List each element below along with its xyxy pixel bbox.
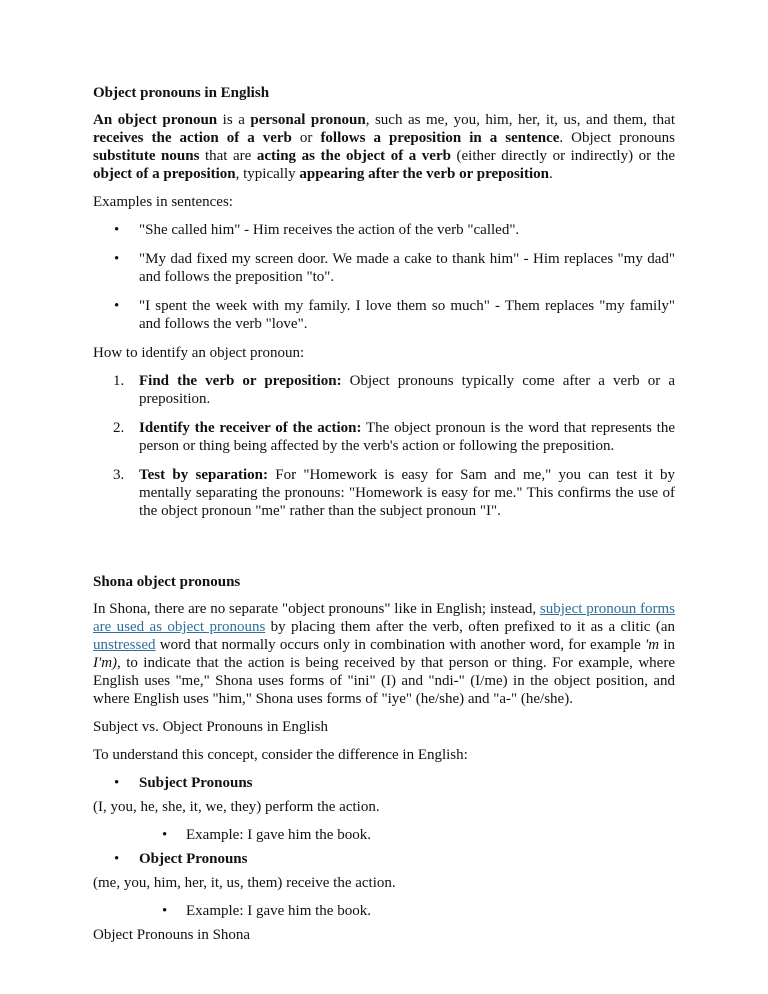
section-heading-shona: Shona object pronouns [93, 574, 241, 590]
bullet-icon: • [162, 827, 168, 843]
list-item: 2. Identify the receiver of the action: The object pronoun is the word that represents the person or thing being affected by the verb's action or following the preposition. [113, 420, 675, 454]
shona-paragraph: In Shona, there are no separate "object pronouns" like in English; instead, subject pronoun forms are used as object pronouns by placing them after the verb, often prefixed to it as a clitic (an unstressed word that normally occurs only in combination with another word, for example 'm in I'm), to indicate that the action is being received by that person or thing. For example, where English uses "me," Shona uses forms of "ini" (I) and "ndi-" (I/me) in the object position, and where English uses "him," Shona uses forms of "iye" (he/she) and "a-" (he/she). [93, 601, 676, 707]
shona-object-pronouns-label: Object Pronouns in Shona [93, 927, 251, 943]
subheading-subject-vs-object: Subject vs. Object Pronouns in English [93, 719, 328, 735]
list-item: 3. Test by separation: For "Homework is easy for Sam and me," you can test it by mentally separating the pronouns: "Homework is easy for me." This confirms the use of the object pronoun "me" rather than the subject pronoun "I". [113, 467, 675, 519]
subject-pronouns-list [93, 774, 675, 792]
bullet-icon: • [114, 298, 120, 314]
object-pronouns-list [93, 850, 675, 868]
bullet-icon: • [114, 222, 120, 238]
list-item: • "My dad fixed my screen door. We made a cake to thank him" - Him replaces "my dad" and follows the preposition "to". [114, 251, 675, 285]
subject-pronoun-link[interactable]: subject pronoun forms are used as object pronouns [93, 601, 676, 635]
understand-text: To understand this concept, consider the difference in English: [93, 747, 468, 763]
list-item: • Object Pronouns [114, 851, 248, 867]
list-item: • Example: I gave him the book. [162, 827, 371, 843]
object-description: (me, you, him, her, it, us, them) receive the action. [93, 875, 396, 891]
subject-description: (I, you, he, she, it, we, they) perform the action. [93, 799, 380, 815]
section-heading-english: Object pronouns in English [93, 85, 270, 101]
bullet-icon: • [114, 775, 120, 791]
list-item: 1. Find the verb or preposition: Object pronouns typically come after a verb or a preposition. [113, 373, 675, 407]
list-item: • Example: I gave him the book. [162, 903, 371, 919]
object-example-list [93, 902, 675, 920]
steps-list [93, 372, 675, 520]
identify-label: How to identify an object pronoun: [93, 345, 305, 361]
list-item: • Subject Pronouns [114, 775, 253, 791]
bullet-icon: • [114, 851, 120, 867]
spacer [93, 531, 675, 573]
list-item: • "She called him" - Him receives the action of the verb "called". [114, 222, 520, 238]
bullet-icon: • [114, 251, 120, 267]
intro-paragraph: An object pronoun is a personal pronoun, such as me, you, him, her, it, us, and them, that receives the action of a verb or follows a preposition in a sentence. Object pronouns substitute nouns that are acting as the object of a verb (either directly or indirectly) or the object of a preposition, typically appearing after the verb or preposition. [93, 112, 675, 182]
bullet-icon: • [162, 903, 168, 919]
examples-label: Examples in sentences: [93, 194, 233, 210]
examples-list [93, 221, 675, 333]
subject-example-list [93, 826, 675, 844]
list-item: • "I spent the week with my family. I love them so much" - Them replaces "my family" and follows the verb "love". [114, 298, 675, 332]
unstressed-link[interactable]: unstressed [93, 637, 156, 653]
